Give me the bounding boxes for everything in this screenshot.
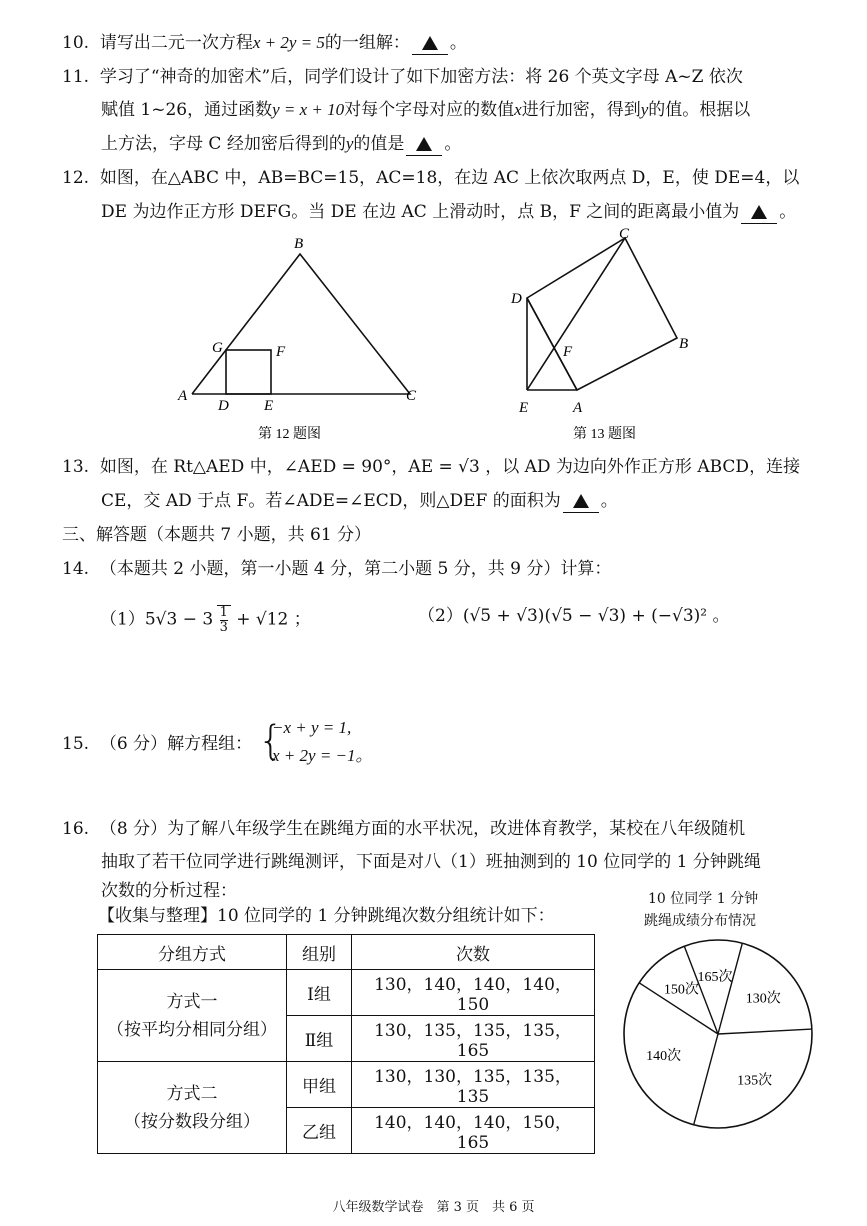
values-cell: 140，140，140，150，165 bbox=[352, 1108, 595, 1154]
page-footer: 八年级数学试卷 第 3 页 共 6 页 bbox=[332, 1200, 535, 1215]
label-d: D bbox=[218, 398, 229, 414]
answer-blank[interactable] bbox=[406, 133, 442, 156]
triangle-icon bbox=[751, 205, 767, 219]
way-label: 方式一 bbox=[166, 991, 218, 1012]
q11-text: 的值。根据以 bbox=[648, 100, 751, 120]
label-f: F bbox=[276, 344, 286, 360]
brace-icon: { bbox=[258, 718, 284, 764]
table-row bbox=[98, 1062, 595, 1108]
way-note: （按分数段分组） bbox=[124, 1111, 260, 1132]
question-15 bbox=[62, 733, 252, 755]
q16-collect: 【收集与整理】10 位同学的 1 分钟跳绳次数分组统计如下： bbox=[98, 906, 555, 926]
q11-line3 bbox=[101, 133, 461, 156]
q14-text: （本题共 2 小题，第一小题 4 分，第二小题 5 分，共 9 分）计算： bbox=[99, 559, 612, 579]
square-defg bbox=[226, 350, 271, 394]
group-cell: Ⅱ组 bbox=[287, 1016, 352, 1062]
q13-line2 bbox=[101, 490, 618, 513]
question-number: 15. bbox=[62, 734, 90, 754]
figure-12 bbox=[170, 232, 430, 447]
question-number: 10. bbox=[62, 33, 90, 53]
sqrt-one-third: 1 3 bbox=[217, 605, 231, 635]
q11-var: y bbox=[640, 100, 649, 119]
label-c: C bbox=[619, 226, 630, 242]
q16-line2: 抽取了若干位同学进行跳绳测评，下面是对八（1）班抽测到的 10 位同学的 1 分钟跳绳 bbox=[101, 852, 761, 872]
way-note: （按平均分相同分组） bbox=[107, 1019, 277, 1040]
q10-end: 。 bbox=[449, 33, 467, 53]
q12-line2 bbox=[101, 201, 796, 224]
values-cell: 130，130，135，135，135 bbox=[352, 1062, 595, 1108]
q11-var: y bbox=[345, 134, 354, 153]
part-label: （2） bbox=[418, 606, 463, 626]
data-table bbox=[97, 934, 595, 1154]
section-heading: 三、解答题（本题共 7 小题，共 61 分） bbox=[62, 525, 372, 545]
values-cell: 130，140，140，140，150 bbox=[352, 970, 595, 1016]
pie-title-2: 跳绳成绩分布情况 bbox=[644, 913, 756, 929]
triangle-icon bbox=[573, 494, 589, 508]
question-number: 12. bbox=[62, 168, 90, 188]
question-number: 11. bbox=[62, 67, 90, 87]
equation-2 bbox=[272, 745, 373, 767]
group-cell: Ⅰ组 bbox=[287, 970, 352, 1016]
q15-text: （6 分）解方程组： bbox=[99, 734, 253, 754]
pie-title-1: 10 位同学 1 分钟 bbox=[648, 891, 759, 907]
answer-blank[interactable] bbox=[412, 32, 448, 55]
q14-part2 bbox=[418, 605, 729, 627]
figure-13 bbox=[505, 226, 705, 447]
question-10 bbox=[62, 32, 467, 55]
q14-expr: (√5 + √3)(√5 − √3) + (−√3)² 。 bbox=[462, 606, 730, 626]
figure-13-caption: 第 13 题图 bbox=[573, 427, 636, 442]
table-row bbox=[98, 970, 595, 1016]
table-header-row bbox=[98, 935, 595, 970]
square-abcd bbox=[527, 238, 677, 390]
segment-ce bbox=[527, 238, 625, 390]
q11-var: x bbox=[514, 100, 522, 119]
label-g: G bbox=[212, 340, 223, 356]
question-number: 13. bbox=[62, 457, 90, 477]
q12-end: 。 bbox=[779, 202, 797, 222]
q11-end: 。 bbox=[444, 134, 462, 154]
triangle-icon bbox=[416, 137, 432, 151]
question-14 bbox=[62, 558, 611, 580]
q13-line1: 如图，在 Rt△AED 中，∠AED = 90°，AE = √3 ，以 AD 为边向外作正方形 ABCD，连接 bbox=[99, 457, 801, 477]
q11-function: y = x + 10 bbox=[272, 100, 345, 119]
group-cell: 乙组 bbox=[287, 1108, 352, 1154]
label-a: A bbox=[573, 400, 583, 416]
question-13 bbox=[62, 456, 800, 478]
part-label: （1） bbox=[100, 609, 145, 630]
q16-line3: 次数的分析过程： bbox=[101, 881, 237, 901]
label-e: E bbox=[264, 398, 274, 414]
q10-text-b: 的一组解： bbox=[324, 33, 410, 53]
q10-text: 请写出二元一次方程 bbox=[99, 33, 253, 53]
q13-text: CE，交 AD 于点 F。若∠ADE=∠ECD，则△DEF 的面积为 bbox=[101, 491, 561, 511]
answer-blank[interactable] bbox=[741, 201, 777, 224]
q12-text: DE 为边作正方形 DEFG。当 DE 在边 AC 上滑动时，点 B，F 之间的距离最小值为 bbox=[101, 202, 740, 222]
q14-part1 bbox=[100, 605, 311, 635]
q14-expr-a: 5√3 − 3 bbox=[144, 609, 214, 630]
triangle-icon bbox=[422, 36, 438, 50]
label-c: C bbox=[406, 388, 417, 404]
label-d: D bbox=[511, 291, 522, 307]
q11-text: 的值是 bbox=[353, 134, 405, 154]
question-number: 14. bbox=[62, 559, 90, 579]
q11-text: 上方法，字母 C 经加密后得到的 bbox=[101, 134, 346, 154]
values-cell: 130，135，135，135，165 bbox=[352, 1016, 595, 1062]
eq2-text: x + 2y = −1。 bbox=[272, 746, 373, 765]
label-a: A bbox=[178, 388, 188, 404]
label-f: F bbox=[563, 344, 573, 360]
label-b: B bbox=[679, 336, 689, 352]
q10-equation: x + 2y = 5 bbox=[252, 33, 325, 52]
q11-line2 bbox=[101, 99, 750, 121]
way1-cell bbox=[98, 970, 287, 1062]
pie-chart bbox=[620, 936, 820, 1136]
question-number: 16. bbox=[62, 819, 90, 839]
eq1-text: −x + y = 1, bbox=[272, 718, 352, 737]
equation-1 bbox=[272, 717, 351, 739]
pie-slice-label: 140次 bbox=[646, 1048, 682, 1064]
triangle-abc bbox=[192, 254, 410, 394]
q12-line1: 如图，在△ABC 中，AB=BC=15，AC=18，在边 AC 上依次取两点 D，E，使 DE=4，以 bbox=[99, 168, 800, 188]
label-e: E bbox=[519, 400, 529, 416]
pie-slice-label: 165次 bbox=[697, 969, 733, 985]
q11-text: 对每个字母对应的数值 bbox=[344, 100, 515, 120]
pie-slice-label: 130次 bbox=[745, 991, 781, 1007]
pie-slice-label: 135次 bbox=[737, 1073, 773, 1089]
label-b: B bbox=[294, 236, 304, 252]
question-16 bbox=[62, 818, 745, 840]
question-11 bbox=[62, 66, 743, 88]
pie-slice-label: 150次 bbox=[663, 982, 699, 998]
way2-cell bbox=[98, 1062, 287, 1154]
q11-line1: 学习了“神奇的加密术”后，同学们设计了如下加密方法：将 26 个英文字母 A~Z 依次 bbox=[99, 67, 743, 87]
q16-line1: （8 分）为了解八年级学生在跳绳方面的水平状况，改进体育教学，某校在八年级随机 bbox=[99, 819, 746, 839]
figure-12-caption: 第 12 题图 bbox=[258, 427, 321, 442]
way-label: 方式二 bbox=[166, 1083, 218, 1104]
q11-text: 进行加密，得到 bbox=[521, 100, 641, 120]
q11-text: 赋值 1~26，通过函数 bbox=[101, 100, 273, 120]
header-cell: 组别 bbox=[287, 935, 352, 970]
header-cell: 分组方式 bbox=[98, 935, 287, 970]
group-cell: 甲组 bbox=[287, 1062, 352, 1108]
header-cell: 次数 bbox=[352, 935, 595, 970]
q14-expr-b: + √12 ； bbox=[236, 609, 311, 630]
question-12 bbox=[62, 167, 799, 189]
answer-blank[interactable] bbox=[563, 490, 599, 513]
q13-end: 。 bbox=[600, 491, 618, 511]
